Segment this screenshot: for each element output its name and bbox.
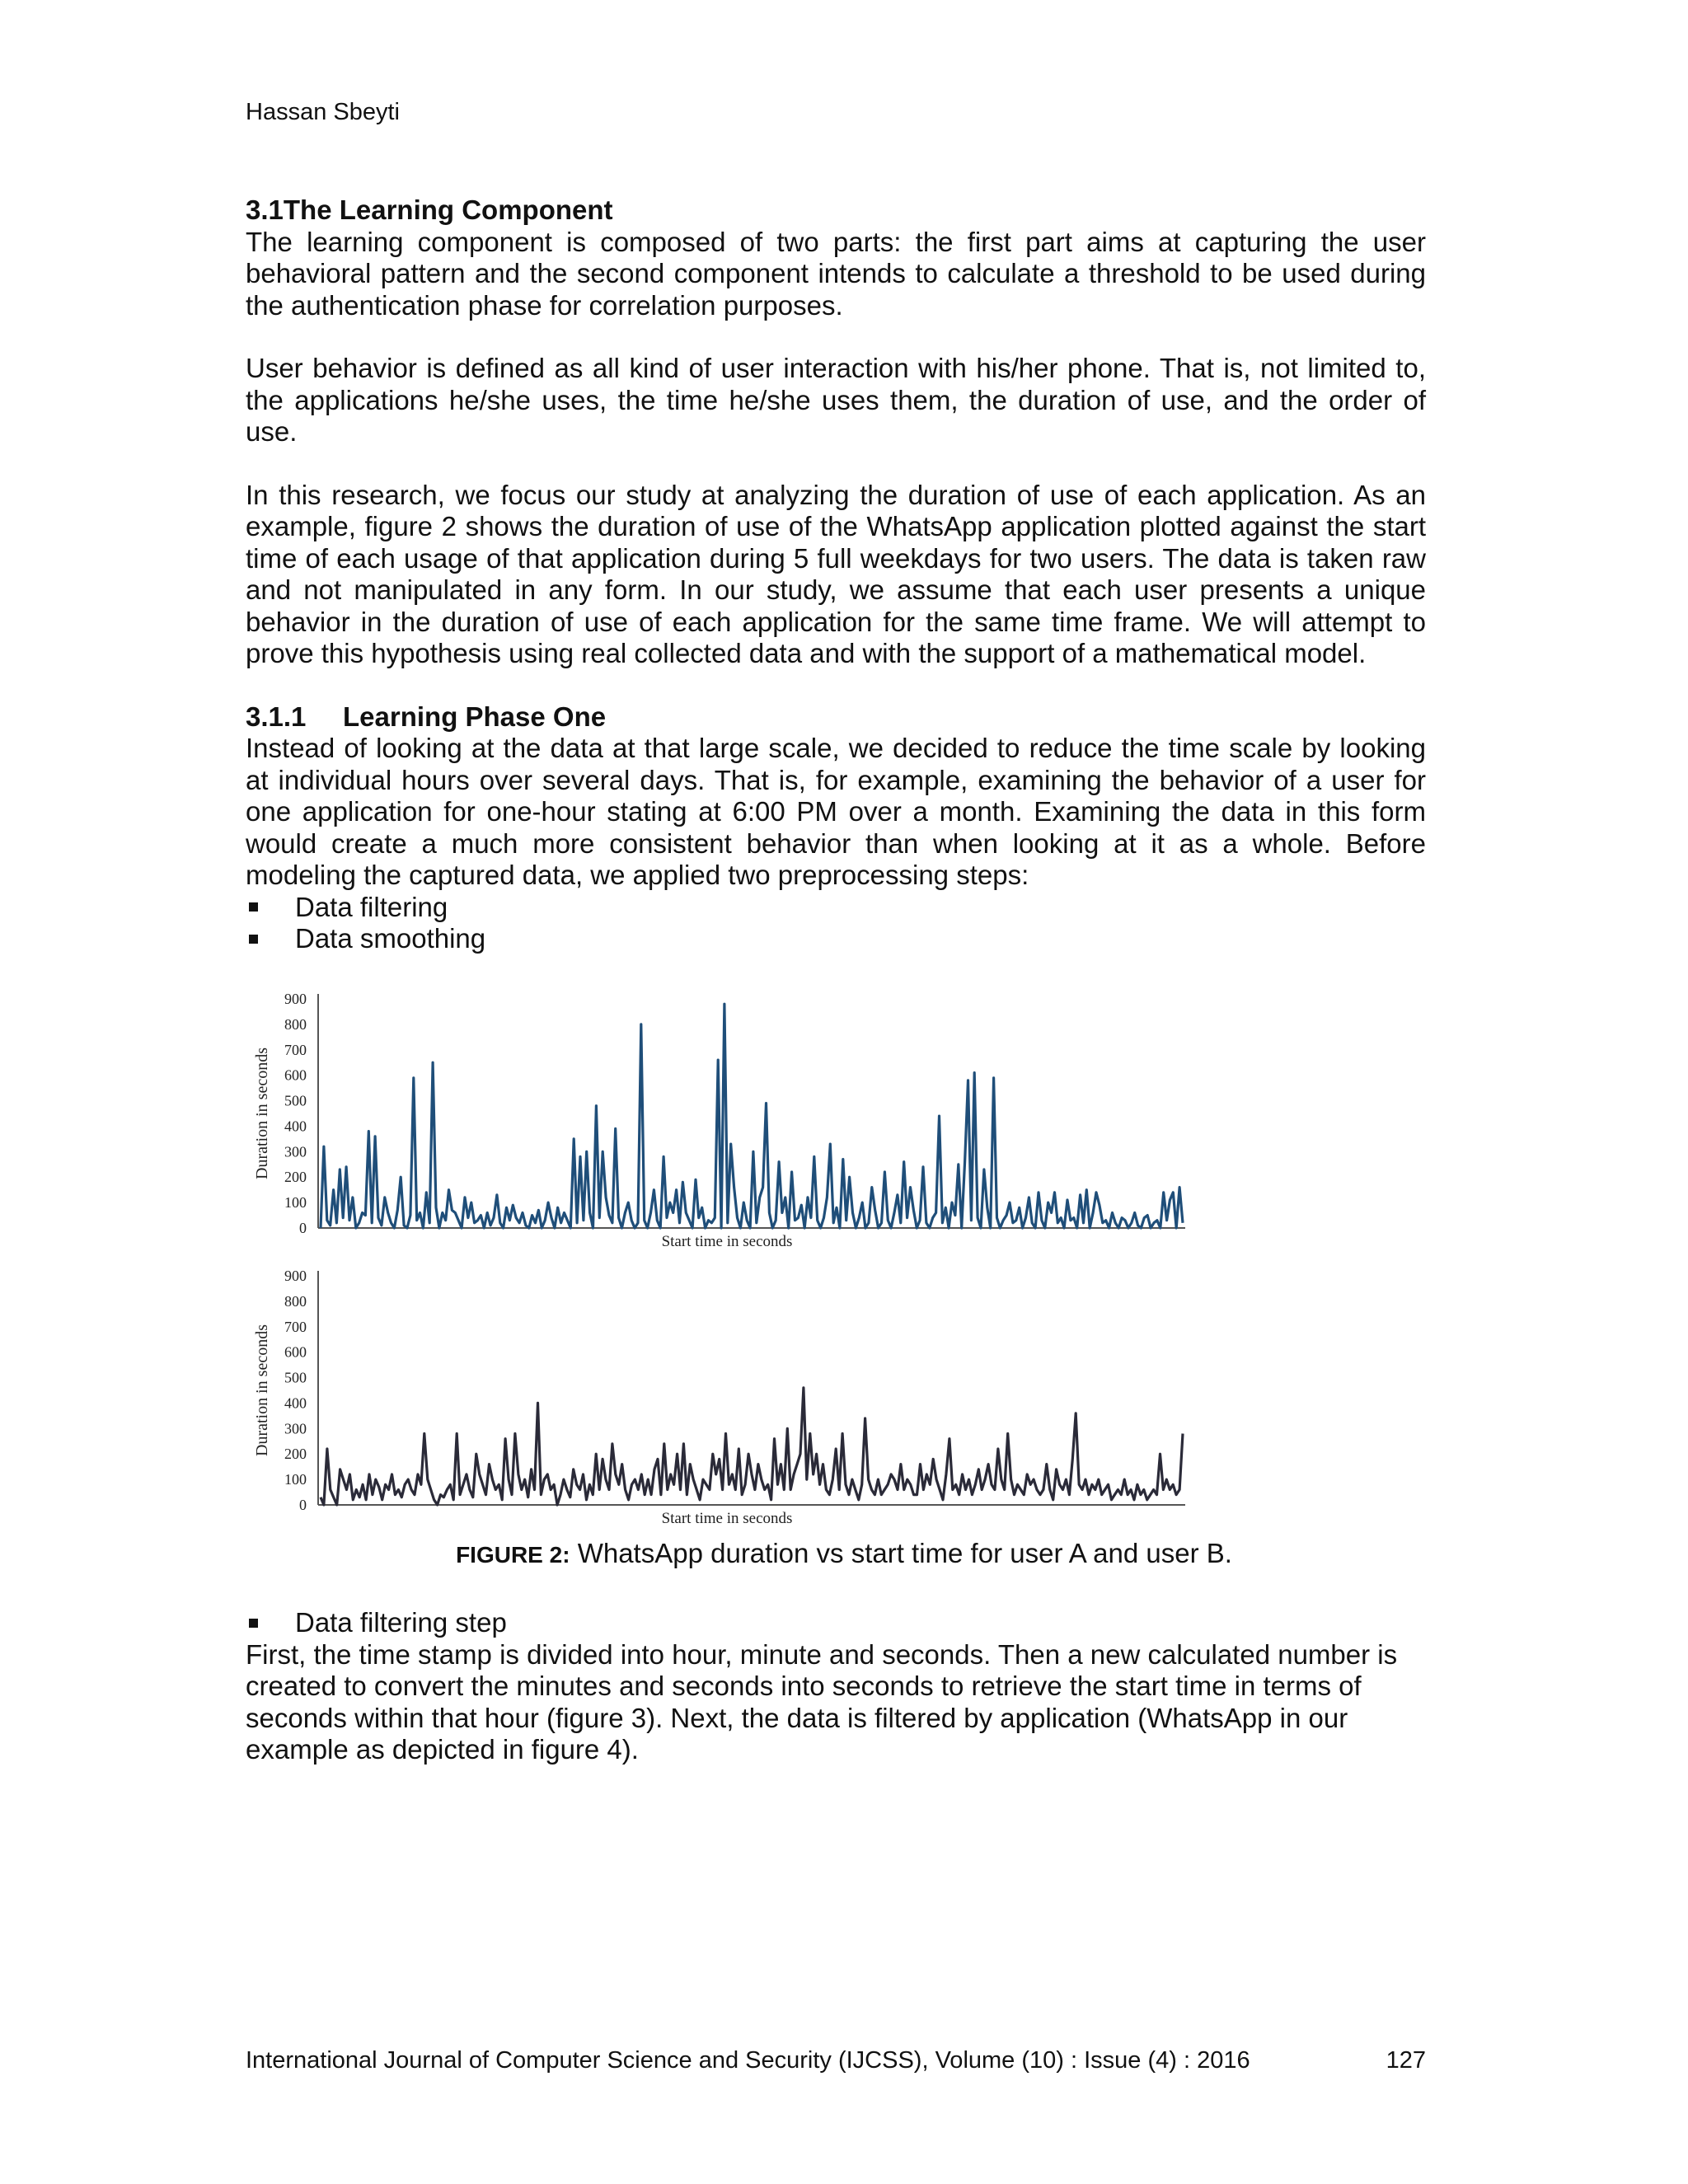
y-tick-label: 200	[284, 1169, 307, 1186]
figure-caption-text: WhatsApp duration vs start time for user A and user B.	[570, 1538, 1232, 1568]
bullet-square-icon	[246, 923, 295, 955]
series-line-user-b	[321, 1388, 1183, 1505]
filtering-paragraph: First, the time stamp is divided into hour, minute and seconds. Then a new calculated number is created to convert the minutes and seconds into seconds to retrieve the start time in terms of seconds within that hour (figure 3). Next, the data is filtered by application (WhatsApp in our example as depicted in figure 4).	[246, 1638, 1398, 1765]
list-item	[246, 892, 1426, 924]
y-tick-label: 300	[284, 1420, 307, 1437]
section-paragraph-1: The learning component is composed of two parts: the first part aims at capturing the user behavioral pattern and the second component intends to calculate a threshold to be used during the authentication phase for correlation purposes.	[246, 226, 1426, 321]
x-axis-label: Start time in seconds	[661, 1510, 793, 1525]
running-header-author: Hassan Sbeyti	[246, 99, 400, 125]
series-line-user-a	[321, 1004, 1183, 1228]
preprocessing-list	[246, 892, 1426, 955]
subsection-paragraph: Instead of looking at the data at that large scale, we decided to reduce the time scale by looking at individual hours over several days. That is, for example, examining the behavior of a user for one application for one-hour stating at 6:00 PM over a month. Examining the data in this form would create a much more consistent behavior than when looking at it as a whole. Before modeling the captured data, we applied two preprocessing steps:	[246, 733, 1426, 890]
main-content	[246, 194, 1426, 955]
chart-panel-1	[253, 991, 1185, 1250]
y-tick-label: 800	[284, 1015, 307, 1033]
y-tick-label: 0	[299, 1220, 307, 1236]
y-tick-label: 400	[284, 1118, 307, 1135]
y-tick-label: 500	[284, 1092, 307, 1109]
filtering-step-list	[246, 1607, 1426, 1639]
bullet-square-icon	[246, 892, 295, 924]
y-axis-label: Duration in seconds	[253, 1047, 271, 1179]
y-tick-label: 700	[284, 1318, 307, 1335]
x-axis-label: Start time in seconds	[661, 1233, 793, 1250]
list-item	[246, 1607, 1426, 1639]
subsection-heading	[246, 701, 1426, 733]
list-item-label: Data filtering step	[295, 1607, 507, 1638]
y-tick-label: 300	[284, 1143, 307, 1160]
figure-2	[246, 981, 1193, 1525]
y-tick-label: 600	[284, 1343, 307, 1361]
section-heading: 3.1The Learning Component	[246, 194, 613, 225]
section-paragraph-3: In this research, we focus our study at analyzing the duration of use of each application. As an example, figure 2 shows the duration of use of the WhatsApp application plotted against the start time of each usage of that application during 5 full weekdays for two users. The data is taken raw and not manipulated in any form. In our study, we assume that each user presents a unique behavior in the duration of use of each application for the same time frame. We will attempt to prove this hypothesis using real collected data and with the support of a mathematical model.	[246, 479, 1426, 668]
page-footer	[246, 2047, 1426, 2074]
list-item	[246, 923, 1426, 955]
figure-2-charts	[246, 981, 1193, 1525]
y-axis-label: Duration in seconds	[253, 1324, 271, 1456]
footer-journal: International Journal of Computer Science and Security (IJCSS), Volume (10) : Issue (4) : 2016	[246, 2047, 1250, 2074]
y-tick-label: 800	[284, 1292, 307, 1310]
y-tick-label: 600	[284, 1066, 307, 1084]
y-tick-label: 400	[284, 1394, 307, 1412]
y-tick-label: 100	[284, 1471, 307, 1488]
y-tick-label: 200	[284, 1446, 307, 1463]
y-tick-label: 0	[299, 1497, 307, 1513]
bullet-square-icon	[246, 1607, 295, 1639]
list-item-label: Data filtering	[295, 891, 448, 922]
figure-label: FIGURE 2:	[456, 1542, 570, 1568]
y-tick-label: 500	[284, 1369, 307, 1386]
y-tick-label: 900	[284, 991, 307, 1007]
y-tick-label: 900	[284, 1268, 307, 1284]
page-number: 127	[1386, 2047, 1426, 2074]
subsection-title: Learning Phase One	[343, 701, 607, 732]
list-item-label: Data smoothing	[295, 923, 486, 954]
subsection-number: 3.1.1	[246, 701, 307, 732]
after-figure-content	[246, 1607, 1426, 1766]
section-paragraph-2: User behavior is defined as all kind of user interaction with his/her phone. That is, not limited to, the applications he/she uses, the time he/she uses them, the duration of use, and the order of use.	[246, 353, 1426, 447]
chart-panel-2	[253, 1268, 1185, 1525]
figure-caption	[0, 1538, 1688, 1569]
y-tick-label: 700	[284, 1041, 307, 1058]
y-tick-label: 100	[284, 1194, 307, 1212]
